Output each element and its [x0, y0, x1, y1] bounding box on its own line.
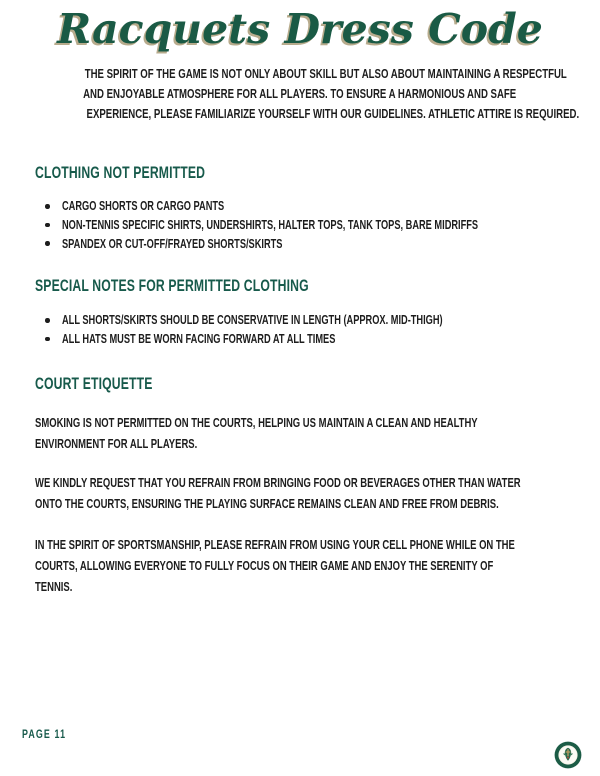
paragraph-line-text: WE KINDLY REQUEST THAT YOU REFRAIN FROM BRINGING FOOD OR BEVERAGES OTHER THAN WATER	[35, 475, 521, 490]
bullet-icon	[45, 337, 50, 342]
intro-line	[0, 84, 600, 104]
club-crest-logo	[554, 741, 582, 769]
intro-line-text: EXPERIENCE, PLEASE FAMILIARIZE YOURSELF WITH OUR GUIDELINES. ATHLETIC ATTIRE IS REQUIRED.	[86, 106, 580, 121]
food-beverages-paragraph	[35, 472, 600, 514]
cell-phone-paragraph	[35, 534, 600, 597]
list-item	[45, 216, 600, 235]
paragraph-line	[35, 433, 600, 454]
section-heading-court-etiquette	[35, 375, 194, 394]
list-item	[45, 234, 600, 253]
list-item	[45, 197, 600, 216]
list-item-text: ALL SHORTS/SKIRTS SHOULD BE CONSERVATIVE IN LENGTH (APPROX. MID-THIGH)	[61, 313, 443, 328]
intro-line-text: THE SPIRIT OF THE GAME IS NOT ONLY ABOUT SKILL BUT ALSO ABOUT MAINTAINING A RESPECTFUL	[84, 66, 567, 81]
paragraph-line-text: ONTO THE COURTS, ENSURING THE PLAYING SURFACE REMAINS CLEAN AND FREE FROM DEBRIS.	[35, 496, 499, 511]
bullet-icon	[45, 223, 50, 228]
paragraph-line-text: TENNIS.	[35, 579, 73, 594]
list-item	[45, 311, 576, 330]
paragraph-line	[35, 576, 600, 597]
bullet-icon	[45, 241, 50, 246]
intro-line	[0, 104, 600, 124]
special-notes-list	[45, 311, 576, 348]
smoking-paragraph	[35, 412, 600, 454]
section-heading-text: COURT ETIQUETTE	[35, 375, 153, 393]
page-title: Racquets Dress Code	[57, 5, 543, 53]
paragraph-line	[35, 534, 600, 555]
paragraph-line	[35, 412, 600, 433]
section-heading-text: CLOTHING NOT PERMITTED	[35, 164, 206, 182]
section-heading-special-notes	[35, 277, 405, 296]
paragraph-line-text: COURTS, ALLOWING EVERYONE TO FULLY FOCUS ON THEIR GAME AND ENJOY THE SERENITY OF	[35, 558, 494, 573]
list-item-text: CARGO SHORTS OR CARGO PANTS	[61, 199, 224, 214]
paragraph-line-text: SMOKING IS NOT PERMITTED ON THE COURTS, HELPING US MAINTAIN A CLEAN AND HEALTHY	[35, 415, 478, 430]
section-heading-clothing-not-permitted	[35, 164, 265, 183]
paragraph-line	[35, 472, 600, 493]
paragraph-line-text: IN THE SPIRIT OF SPORTSMANSHIP, PLEASE REFRAIN FROM USING YOUR CELL PHONE WHILE ON THE	[35, 537, 515, 552]
intro-line-text: AND ENJOYABLE ATMOSPHERE FOR ALL PLAYERS. TO ENSURE A HARMONIOUS AND SAFE	[83, 86, 517, 101]
clothing-not-permitted-list	[45, 197, 600, 253]
paragraph-line-text: ENVIRONMENT FOR ALL PLAYERS.	[35, 436, 198, 451]
section-heading-text: SPECIAL NOTES FOR PERMITTED CLOTHING	[35, 277, 309, 295]
intro-paragraph	[0, 64, 600, 124]
paragraph-line	[35, 555, 600, 576]
bullet-icon	[45, 204, 50, 209]
list-item-text: ALL HATS MUST BE WORN FACING FORWARD AT ALL TIMES	[61, 332, 335, 347]
page-number	[22, 727, 82, 741]
list-item-text: NON-TENNIS SPECIFIC SHIRTS, UNDERSHIRTS, HALTER TOPS, TANK TOPS, BARE MIDRIFFS	[61, 218, 478, 233]
list-item	[45, 330, 576, 349]
paragraph-line	[35, 493, 600, 514]
list-item-text: SPANDEX OR CUT-OFF/FRAYED SHORTS/SKIRTS	[61, 236, 282, 251]
bullet-icon	[45, 318, 50, 323]
intro-line	[0, 64, 600, 84]
page-number-text: PAGE 11	[22, 727, 67, 741]
